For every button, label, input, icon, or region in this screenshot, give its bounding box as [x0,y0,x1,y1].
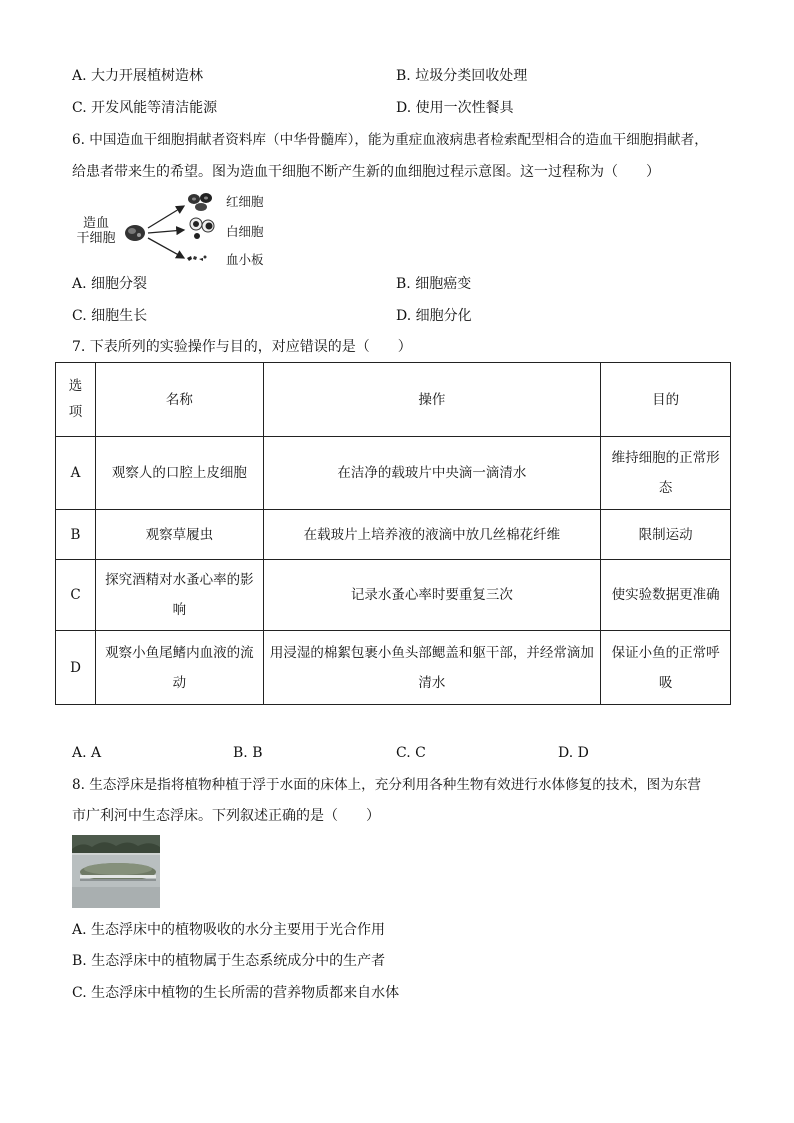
table-row [56,510,731,560]
q6-stem-line2: 给患者带来生的希望。图为造血干细胞不断产生新的血细胞过程示意图。这一过程称为（ ） [72,164,660,180]
q6-stem-line1: 6. 中国造血干细胞捐献者资料库（中华骨髓库），能为重症血液病患者检索配型相合的造血干细胞捐献者， [72,132,708,148]
q6-option-a: A. 细胞分裂 [72,276,148,292]
cell-option: B [56,510,96,560]
q7-option-a: A. A [72,745,102,761]
white-blood-cell-icon [190,218,214,239]
cell-purpose: 限制运动 [601,510,731,560]
q5-option-b: B. 垃圾分类回收处理 [396,68,528,84]
cell-operation: 用浸湿的棉絮包裹小鱼头部鳃盖和躯干部，并经常滴加清水 [263,631,600,705]
header-option: 选项 [56,363,96,437]
platelet-icon [187,256,207,262]
platelet-label: 血小板 [226,252,264,267]
cell-operation: 在载玻片上培养液的液滴中放几丝棉花纤维 [263,510,600,560]
q7-option-d: D. D [558,745,589,761]
header-purpose: 目的 [601,363,731,437]
header-operation: 操作 [263,363,600,437]
q8-stem-line1: 8. 生态浮床是指将植物种植于浮于水面的床体上，充分利用各种生物有效进行水体修复的技术，图为东营 [72,777,702,793]
cell-name: 观察草履虫 [95,510,263,560]
cell-purpose: 使实验数据更准确 [601,560,731,631]
stem-cell-label-1: 造血 [82,216,109,231]
q8-stem-line2: 市广利河中生态浮床。下列叙述正确的是（ ） [72,808,380,824]
cell-name: 探究酒精对水蚤心率的影响 [95,560,263,631]
blood-cell-diagram [76,188,276,270]
q6-option-c: C. 细胞生长 [72,308,148,324]
q7-table [55,362,731,705]
q8-option-a: A. 生态浮床中的植物吸收的水分主要用于光合作用 [72,922,386,938]
table-row [56,437,731,510]
q8-option-b: B. 生态浮床中的植物属于生态系统成分中的生产者 [72,953,386,969]
cell-option: C [56,560,96,631]
arrow-to-platelet [148,238,184,258]
q5-option-a: A. 大力开展植树造林 [72,68,204,84]
cell-option: A [56,437,96,510]
cell-name: 观察人的口腔上皮细胞 [95,437,263,510]
stem-cell-icon [125,225,145,241]
cell-operation: 记录水蚤心率时要重复三次 [263,560,600,631]
q6-option-d: D. 细胞分化 [396,308,472,324]
q5-option-c: C. 开发风能等清洁能源 [72,100,218,116]
stem-cell-label-2: 干细胞 [76,231,116,246]
red-blood-cell-icon [188,193,212,211]
q7-option-c: C. C [396,745,426,761]
arrow-to-white-cell [148,230,184,233]
q8-option-c: C. 生态浮床中植物的生长所需的营养物质都来自水体 [72,985,400,1001]
cell-name: 观察小鱼尾鳍内血液的流动 [95,631,263,705]
q7-stem: 7. 下表所列的实验操作与目的，对应错误的是（ ） [72,339,412,355]
cell-purpose: 维持细胞的正常形态 [601,437,731,510]
q7-option-b: B. B [233,745,263,761]
table-header-row [56,363,731,437]
cell-option: D [56,631,96,705]
floating-bed-image [72,835,160,908]
floating-bed-photo [72,835,160,908]
red-cell-label: 红细胞 [226,194,264,209]
header-name: 名称 [95,363,263,437]
white-cell-label: 白细胞 [226,224,264,239]
cell-operation: 在洁净的载玻片中央滴一滴清水 [263,437,600,510]
table-row [56,560,731,631]
table-row [56,631,731,705]
q5-option-d: D. 使用一次性餐具 [396,100,514,116]
arrow-to-red-cell [148,206,184,228]
cell-purpose: 保证小鱼的正常呼吸 [601,631,731,705]
q6-option-b: B. 细胞癌变 [396,276,472,292]
